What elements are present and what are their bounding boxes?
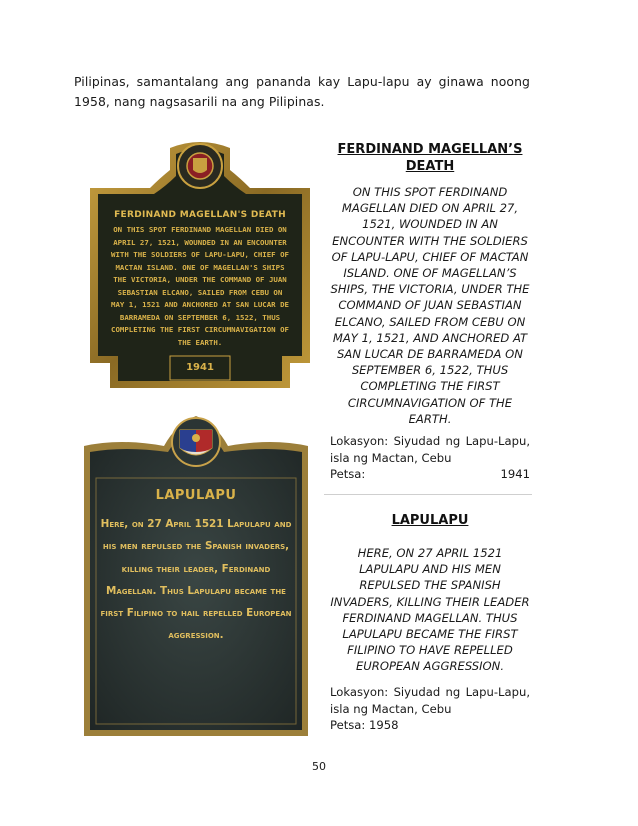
intro-paragraph: Pilipinas, samantalang ang pananda kay Lapu-lapu ay ginawa noong 1958, nang nagsasarili na ang Pilipinas.: [74, 74, 530, 109]
plaque1-year: 1941: [186, 362, 214, 373]
marker2-meta: [330, 684, 530, 734]
plaque1-heading: FERDINAND MAGELLAN'S DEATH: [114, 210, 286, 220]
marker1-date-row: [330, 466, 530, 483]
marker2-location: Lokasyon: Siyudad ng Lapu-Lapu, isla ng Mactan, Cebu: [330, 685, 530, 716]
marker2-title: LAPULAPU: [391, 513, 469, 528]
plaque2-heading: LAPULAPU: [155, 488, 237, 503]
page-number: 50: [312, 760, 326, 773]
plaque1-text: ON THIS SPOT FERDINAND MAGELLAN DIED ON APRIL 27, 1521, WOUNDED IN AN ENCOUNTER WITH THE SOLDIERS OF LAPU-LAPU, CHIEF OF MACTAN ISLAND. ONE OF MAGELLAN'S SHIPS THE VICTORIA, UNDER THE COMMAND OF JUAN SEBASTIAN ELCANO, SAILED FROM CEBU ON MAY 1, 1521 AND ANCHORED AT SAN LUCAR DE BARRAMEDA ON SEPTEMBER 6, 1522, THUS COMPLETING THE FIRST CIRCUMNAVIGATION OF THE EARTH.: [111, 225, 289, 347]
magellan-death-plaque-photo: [80, 138, 320, 398]
marker2-body: HERE, ON 27 APRIL 1521 LAPULAPU AND HIS MEN REPULSED THE SPANISH INVADERS, KILLING THEIR LEADER FERDINAND MAGELLAN. THUS LAPULAPU BECAME THE FIRST FILIPINO TO HAVE REPELLED EUROPEAN AGGRESSION.: [330, 546, 530, 674]
section-divider: [324, 494, 532, 495]
plaque2-text: Here, on 27 April 1521 Lapulapu and his men repulsed the Spanish invaders, killing their leader, Ferdinand Magellan. Thus Lapulapu became the first Filipino to hail repelled European aggression.: [100, 518, 292, 642]
marker1-title-line2: DEATH: [405, 159, 455, 174]
marker1-title-line1: FERDINAND MAGELLAN’S: [337, 142, 523, 157]
lapulapu-plaque-photo: [80, 408, 312, 743]
marker1-body: ON THIS SPOT FERDINAND MAGELLAN DIED ON APRIL 27, 1521, WOUNDED IN AN ENCOUNTER WITH THE SOLDIERS OF LAPU-LAPU, CHIEF OF MACTAN ISLAND. ONE OF MAGELLAN’S SHIPS, THE VICTORIA, UNDER THE COMMAND OF JUAN SEBASTIAN ELCANO, SAILED FROM CEBU ON MAY 1, 1521, AND ANCHORED AT SAN LUCAR DE BARRAMEDA ON SEPTEMBER 6, 1522, THUS COMPLETING THE FIRST CIRCUMNAVIGATION OF THE EARTH.: [330, 185, 530, 426]
marker1-title: [330, 141, 530, 175]
marker1-date-label: Petsa:: [330, 467, 366, 481]
marker1-meta: [330, 433, 530, 483]
marker2-date: Petsa: 1958: [330, 718, 399, 732]
marker1-location: Lokasyon: Siyudad ng Lapu-Lapu, isla ng Mactan, Cebu: [330, 434, 530, 465]
marker1-date-value: 1941: [500, 467, 530, 481]
